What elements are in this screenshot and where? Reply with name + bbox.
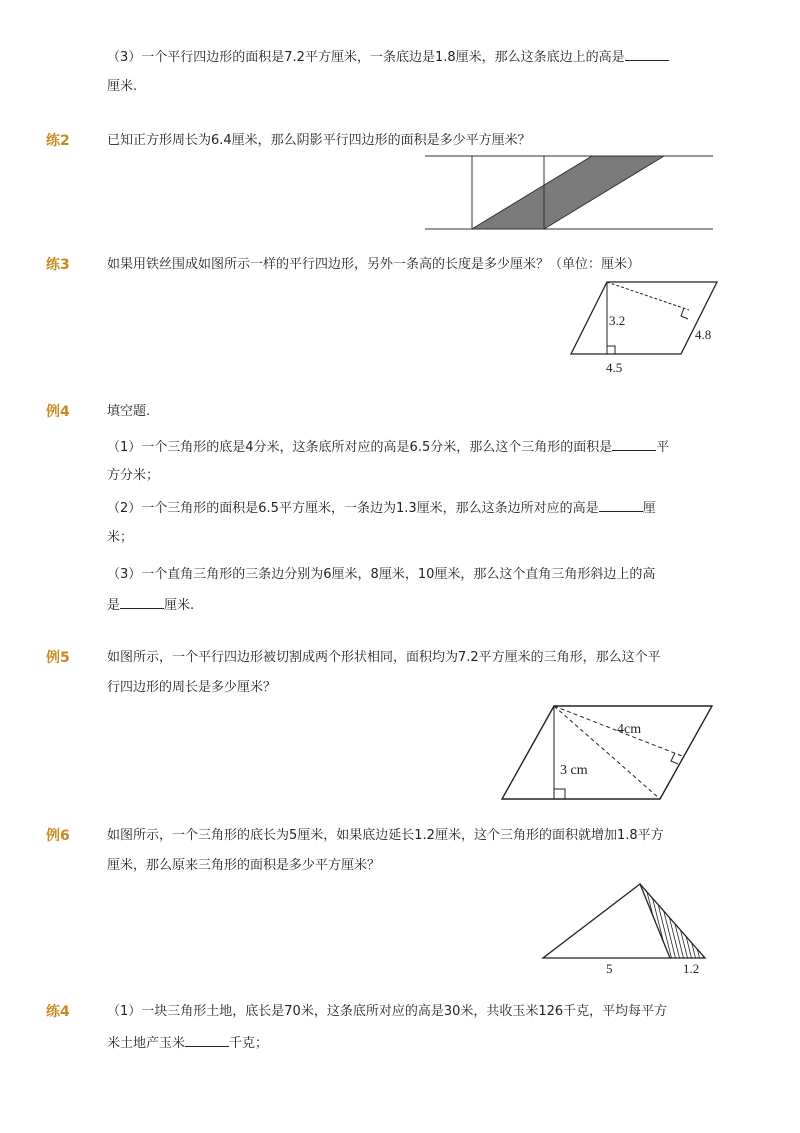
answer-blank bbox=[599, 498, 643, 512]
question-text: 厘米，那么原来三角形的面积是多少平方厘米？ bbox=[107, 858, 381, 873]
answer-blank bbox=[120, 595, 164, 609]
answer-blank bbox=[612, 437, 656, 451]
question-text: （3）一个平行四边形的面积是7.2平方厘米，一条底边是1.8厘米，那么这条底边上的高是 bbox=[107, 47, 669, 68]
question-text: （1）一个三角形的底是4分米，这条底所对应的高是6.5分米，那么这个三角形的面积是 平 bbox=[107, 437, 669, 458]
question-text: （3）一个直角三角形的三条边分别为6厘米，8厘米，10厘米，那么这个直角三角形斜边上的高 bbox=[107, 567, 656, 582]
answer-blank bbox=[185, 1033, 229, 1047]
question-text: 填空题. bbox=[107, 404, 151, 419]
question-text: 米土地产玉米 千克； bbox=[107, 1033, 268, 1054]
shaded-parallelogram bbox=[472, 156, 664, 229]
question-text: 如图所示，一个三角形的底长为5厘米，如果底边延长1.2厘米，这个三角形的面积就增加1.8平方 bbox=[107, 828, 664, 843]
question-text: 如图所示，一个平行四边形被切割成两个形状相同，面积均为7.2平方厘米的三角形，那么这个平 bbox=[107, 650, 661, 665]
right-angle-mark bbox=[607, 346, 615, 354]
answer-blank bbox=[625, 47, 669, 61]
original-triangle bbox=[543, 884, 670, 958]
figure-square-parallelogram bbox=[425, 154, 715, 232]
example-label: 例6 bbox=[46, 828, 70, 844]
base-label: 5 bbox=[606, 961, 613, 976]
question-text: 方分米； bbox=[107, 468, 160, 483]
question-text: 厘米. bbox=[107, 79, 138, 94]
height-label: 3 cm bbox=[560, 763, 588, 778]
second-height-line bbox=[607, 282, 689, 310]
figure-parallelogram-heights bbox=[565, 278, 725, 378]
question-text: （1）一块三角形土地，底长是70米，这条底所对应的高是30米，共收玉米126千克，平均每平方 bbox=[107, 1004, 668, 1019]
exercise-label: 练3 bbox=[46, 257, 70, 273]
hatched-area bbox=[644, 880, 708, 960]
question-text: 如果用铁丝围成如图所示一样的平行四边形，另外一条高的长度是多少厘米？（单位：厘米） bbox=[107, 257, 641, 272]
base-label: 4.5 bbox=[606, 360, 623, 375]
right-angle-mark bbox=[671, 753, 678, 764]
right-angle-mark bbox=[681, 308, 688, 319]
diagonal bbox=[554, 706, 660, 799]
question-text: 已知正方形周长为6.4厘米，那么阴影平行四边形的面积是多少平方厘米？ bbox=[107, 133, 531, 148]
example-label: 例5 bbox=[46, 650, 70, 666]
exercise-label: 练2 bbox=[46, 133, 70, 149]
exercise-label: 练4 bbox=[46, 1004, 70, 1020]
side-label: 4.8 bbox=[695, 327, 712, 342]
question-text: 行四边形的周长是多少厘米？ bbox=[107, 680, 277, 695]
extension-label: 1.2 bbox=[683, 961, 700, 976]
slant-height-label: 4cm bbox=[617, 722, 642, 737]
height-label: 3.2 bbox=[609, 313, 626, 328]
question-text: （2）一个三角形的面积是6.5平方厘米，一条边为1.3厘米，那么这条边所对应的高是 厘 bbox=[107, 498, 656, 519]
figure-triangle-extension bbox=[540, 880, 720, 980]
question-text: 是 厘米. bbox=[107, 595, 194, 616]
question-text: 米； bbox=[107, 530, 134, 545]
parallelogram bbox=[571, 282, 717, 354]
right-angle-mark bbox=[554, 789, 565, 799]
figure-parallelogram-cut bbox=[500, 704, 716, 802]
example-label: 例4 bbox=[46, 404, 70, 420]
